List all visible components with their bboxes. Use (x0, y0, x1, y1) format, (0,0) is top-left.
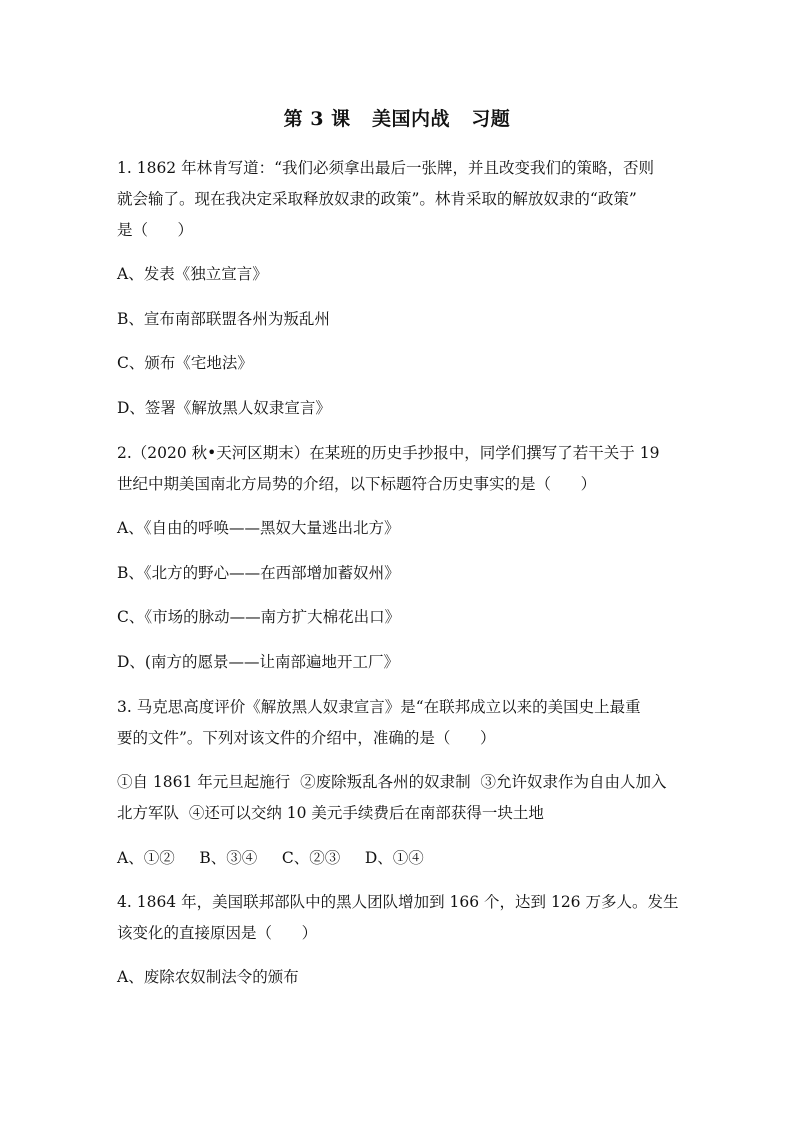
q4-option-a: A、废除农奴制法令的颁布 (117, 968, 299, 986)
q1-stem-line-2: 就会输了。现在我决定采取释放奴隶的政策”。林肯采取的解放奴隶的“政策” (117, 190, 637, 208)
q4-stem-line-1: 4. 1864 年，美国联邦部队中的黑人团队增加到 166 个，达到 126 万多人。发生 (117, 893, 679, 911)
q1-stem-line-3: 是（ ） (117, 221, 194, 239)
q1-stem-line-1: 1. 1862 年林肯写道：“我们必须拿出最后一张牌，并且改变我们的策略，否则 (117, 159, 655, 177)
q2-option-b: B、《北方的野心——在西部增加蓄奴州》 (117, 564, 400, 582)
q3-statements-line-1: ①自 1861 年元旦起施行 ②废除叛乱各州的奴隶制 ③允许奴隶作为自由人加入 (117, 773, 667, 791)
q3-stem-line-2: 要的文件”。下列对该文件的介绍中，准确的是（ ） (117, 729, 496, 747)
q3-options-line: A、①② B、③④ C、②③ D、①④ (117, 849, 424, 867)
q1-option-d: D、签署《解放黑人奴隶宣言》 (117, 399, 331, 417)
q3-statements-line-2: 北方军队 ④还可以交纳 10 美元手续费后在南部获得一块土地 (117, 804, 544, 822)
q1-option-c: C、颁布《宅地法》 (117, 354, 253, 372)
q1-option-a: A、发表《独立宣言》 (117, 265, 268, 283)
q2-option-a: A、《自由的呼唤——黑奴大量逃出北方》 (117, 519, 400, 537)
q2-stem-line-1: 2.（2020 秋•天河区期末）在某班的历史手抄报中，同学们撰写了若干关于 19 (117, 444, 660, 462)
page-title: 第 3 课 美国内战 习题 (283, 108, 511, 130)
q2-stem-line-2: 世纪中期美国南北方局势的介绍，以下标题符合历史事实的是（ ） (117, 475, 597, 493)
q3-stem-line-1: 3. 马克思高度评价《解放黑人奴隶宣言》是“在联邦成立以来的美国史上最重 (117, 698, 641, 716)
q4-stem-line-2: 该变化的直接原因是（ ） (117, 924, 318, 942)
q2-option-d: D、(南方的愿景——让南部遍地开工厂》 (117, 653, 399, 671)
q2-option-c: C、《市场的脉动——南方扩大棉花出口》 (117, 608, 401, 626)
q1-option-b: B、宣布南部联盟各州为叛乱州 (117, 310, 330, 328)
